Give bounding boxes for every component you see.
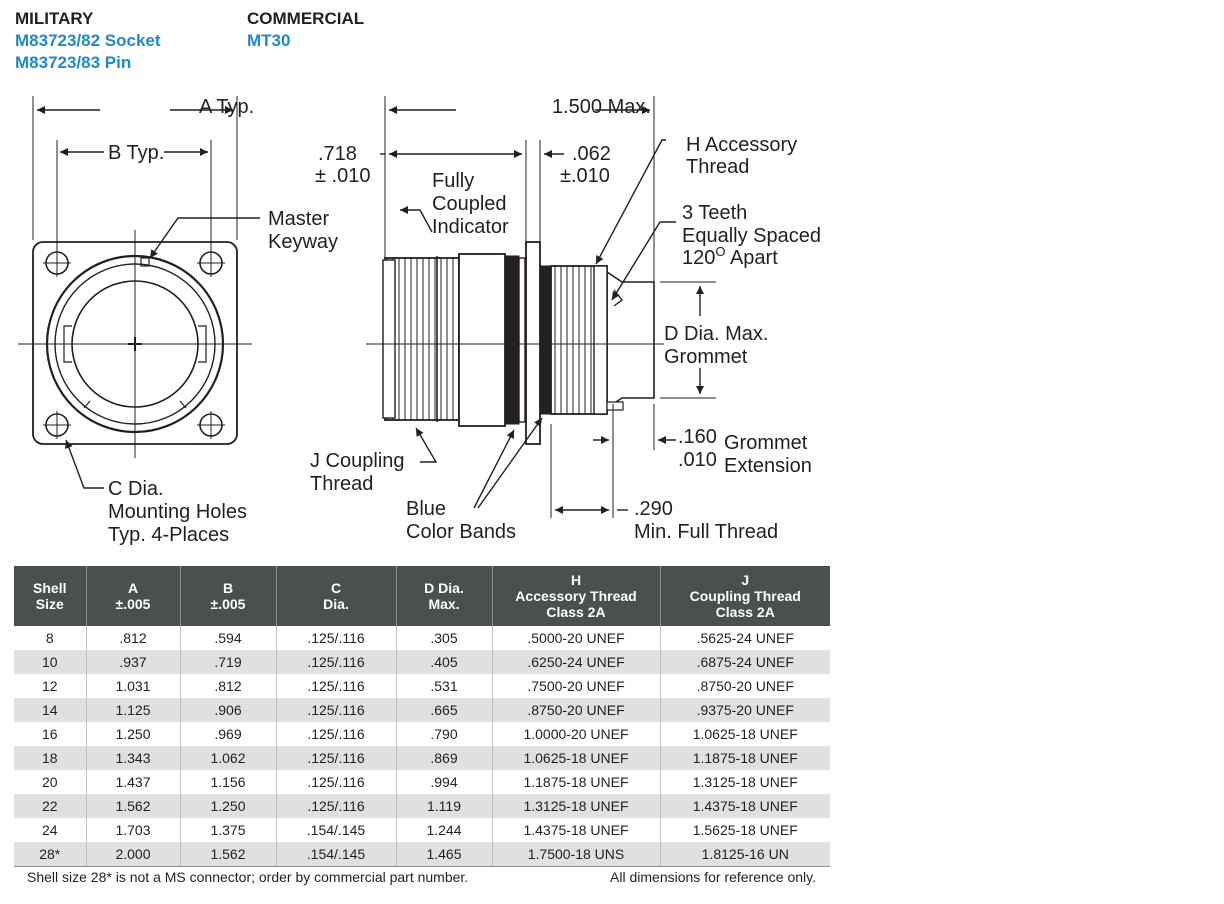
table-row xyxy=(14,722,830,746)
table-cell: 1.062 xyxy=(180,746,276,770)
table-cell: 1.3125-18 UNEF xyxy=(492,794,660,818)
table-cell: .994 xyxy=(396,770,492,794)
table-cell: 28* xyxy=(14,842,86,867)
b-typ-label: B Typ. xyxy=(108,142,165,164)
table-cell: .125/.116 xyxy=(276,650,396,674)
table-cell: .8750-20 UNEF xyxy=(660,674,830,698)
footnote-right: All dimensions for reference only. xyxy=(610,869,816,885)
table-cell: 1.125 xyxy=(86,698,180,722)
dim-160-label: .160 .010 xyxy=(678,426,717,471)
military-socket-part: M83723/82 Socket xyxy=(15,31,161,50)
table-cell: 1.0625-18 UNEF xyxy=(492,746,660,770)
table-cell: 1.562 xyxy=(86,794,180,818)
a-typ-label: A Typ. xyxy=(199,96,255,118)
table-cell: 1.1875-18 UNEF xyxy=(492,770,660,794)
table-cell: .665 xyxy=(396,698,492,722)
table-cell: .5000-20 UNEF xyxy=(492,626,660,650)
table-cell: .969 xyxy=(180,722,276,746)
table-row xyxy=(14,842,830,867)
table-cell: 1.375 xyxy=(180,818,276,842)
table-cell: .937 xyxy=(86,650,180,674)
table-row xyxy=(14,794,830,818)
table-cell: 1.465 xyxy=(396,842,492,867)
dim-718-label: .718 ± .010 xyxy=(315,143,371,187)
col-c: C Dia. xyxy=(276,566,396,626)
table-row xyxy=(14,626,830,650)
commercial-part: MT30 xyxy=(247,31,291,50)
table-row xyxy=(14,770,830,794)
table-cell: .531 xyxy=(396,674,492,698)
table-cell: 1.5625-18 UNEF xyxy=(660,818,830,842)
table-cell: 1.250 xyxy=(180,794,276,818)
table-cell: 12 xyxy=(41,678,58,694)
col-b: B ±.005 xyxy=(180,566,276,626)
table-cell: 8 xyxy=(45,630,54,646)
h-accessory-thread-label: H Accessory Thread xyxy=(686,134,798,178)
military-label: MILITARY xyxy=(15,9,94,28)
table-row xyxy=(14,674,830,698)
table-cell: .906 xyxy=(180,698,276,722)
table-cell: .6875-24 UNEF xyxy=(660,650,830,674)
table-cell: 1.703 xyxy=(86,818,180,842)
footnote-left: Shell size 28* is not a MS connector; order by commercial part number. xyxy=(27,869,469,885)
table-cell: 2.000 xyxy=(86,842,180,867)
col-h: H Accessory Thread Class 2A xyxy=(492,566,660,626)
col-a: A ±.005 xyxy=(86,566,180,626)
commercial-label: COMMERCIAL xyxy=(247,9,365,28)
table-cell: 22 xyxy=(14,794,86,818)
col-j: J Coupling Thread Class 2A xyxy=(660,566,830,626)
c-dia-label: C Dia. Mounting Holes Typ. 4-Places xyxy=(108,478,247,546)
dim-290-label: .290 Min. Full Thread xyxy=(634,498,779,543)
d-dia-grommet-label: D Dia. Max. Grommet xyxy=(664,323,769,368)
table-cell: 1.0000-20 UNEF xyxy=(492,722,660,746)
grommet-extension-label: Grommet Extension xyxy=(724,432,812,477)
table-cell: .125/.116 xyxy=(276,794,396,818)
table-cell: .305 xyxy=(396,626,492,650)
table-cell: 1.4375-18 UNEF xyxy=(660,794,830,818)
table-cell: .405 xyxy=(396,650,492,674)
table-cell: 18 xyxy=(14,746,86,770)
table-cell: 1.156 xyxy=(180,770,276,794)
table-cell: .869 xyxy=(396,746,492,770)
side-view xyxy=(366,96,716,518)
table-cell: 10 xyxy=(14,650,86,674)
table-cell: 1.562 xyxy=(180,842,276,867)
blue-color-bands-label: Blue Color Bands xyxy=(406,498,517,543)
table-row xyxy=(14,746,830,770)
table-row xyxy=(14,650,830,674)
max-1500-label: 1.500 Max. xyxy=(552,96,651,118)
master-keyway-label: Master Keyway xyxy=(268,208,339,253)
table-cell: 1.343 xyxy=(86,746,180,770)
table-cell: 1.8125-16 UN xyxy=(660,842,830,867)
table-cell: .125/.116 xyxy=(276,770,396,794)
col-d: D Dia. Max. xyxy=(396,566,492,626)
table-header-row xyxy=(14,566,830,626)
table-cell: .9375-20 UNEF xyxy=(660,698,830,722)
table-cell: .125/.116 xyxy=(276,698,396,722)
dimensions-table xyxy=(14,566,830,867)
table-cell: .125/.116 xyxy=(276,626,396,650)
table-cell: 24 xyxy=(41,822,58,838)
table-cell: .6250-24 UNEF xyxy=(492,650,660,674)
dim-062-label: .062 ±.010 xyxy=(560,143,611,187)
col-shell-size: Shell Size xyxy=(14,566,86,626)
table-cell: .154/.145 xyxy=(276,818,396,842)
table-cell: 20 xyxy=(41,774,58,790)
table-cell: 1.244 xyxy=(396,818,492,842)
table-cell: .812 xyxy=(86,626,180,650)
table-cell: .125/.116 xyxy=(276,722,396,746)
table-cell: .8750-20 UNEF xyxy=(492,698,660,722)
table-cell: .594 xyxy=(180,626,276,650)
table-cell: 1.3125-18 UNEF xyxy=(660,770,830,794)
table-cell: 14 xyxy=(14,698,86,722)
table-cell: .125/.116 xyxy=(276,746,396,770)
table-cell: .125/.116 xyxy=(276,674,396,698)
three-teeth-label: 3 Teeth Equally Spaced $120^O$ Apart xyxy=(682,202,821,269)
table-cell: 1.1875-18 UNEF xyxy=(660,746,830,770)
table-cell: 1.031 xyxy=(86,674,180,698)
table-cell: .5625-24 UNEF xyxy=(660,626,830,650)
table-cell: .7500-20 UNEF xyxy=(492,674,660,698)
military-pin-part: M83723/83 Pin xyxy=(15,53,132,72)
j-coupling-thread-label: J Coupling Thread xyxy=(310,450,405,495)
table-cell: .154/.145 xyxy=(276,842,396,867)
fully-coupled-indicator-label: Fully Coupled Indicator xyxy=(432,170,509,238)
table-cell: 1.4375-18 UNEF xyxy=(492,818,660,842)
table-cell: .719 xyxy=(180,650,276,674)
table-row xyxy=(14,818,830,842)
table-row xyxy=(14,698,830,722)
table-cell: 1.7500-18 UNS xyxy=(492,842,660,867)
table-cell: 1.0625-18 UNEF xyxy=(660,722,830,746)
table-cell: 1.437 xyxy=(86,770,180,794)
table-cell: 1.119 xyxy=(396,794,492,818)
table-cell: .790 xyxy=(396,722,492,746)
table-cell: 16 xyxy=(41,726,58,742)
table-cell: .812 xyxy=(180,674,276,698)
table-cell: 1.250 xyxy=(86,722,180,746)
